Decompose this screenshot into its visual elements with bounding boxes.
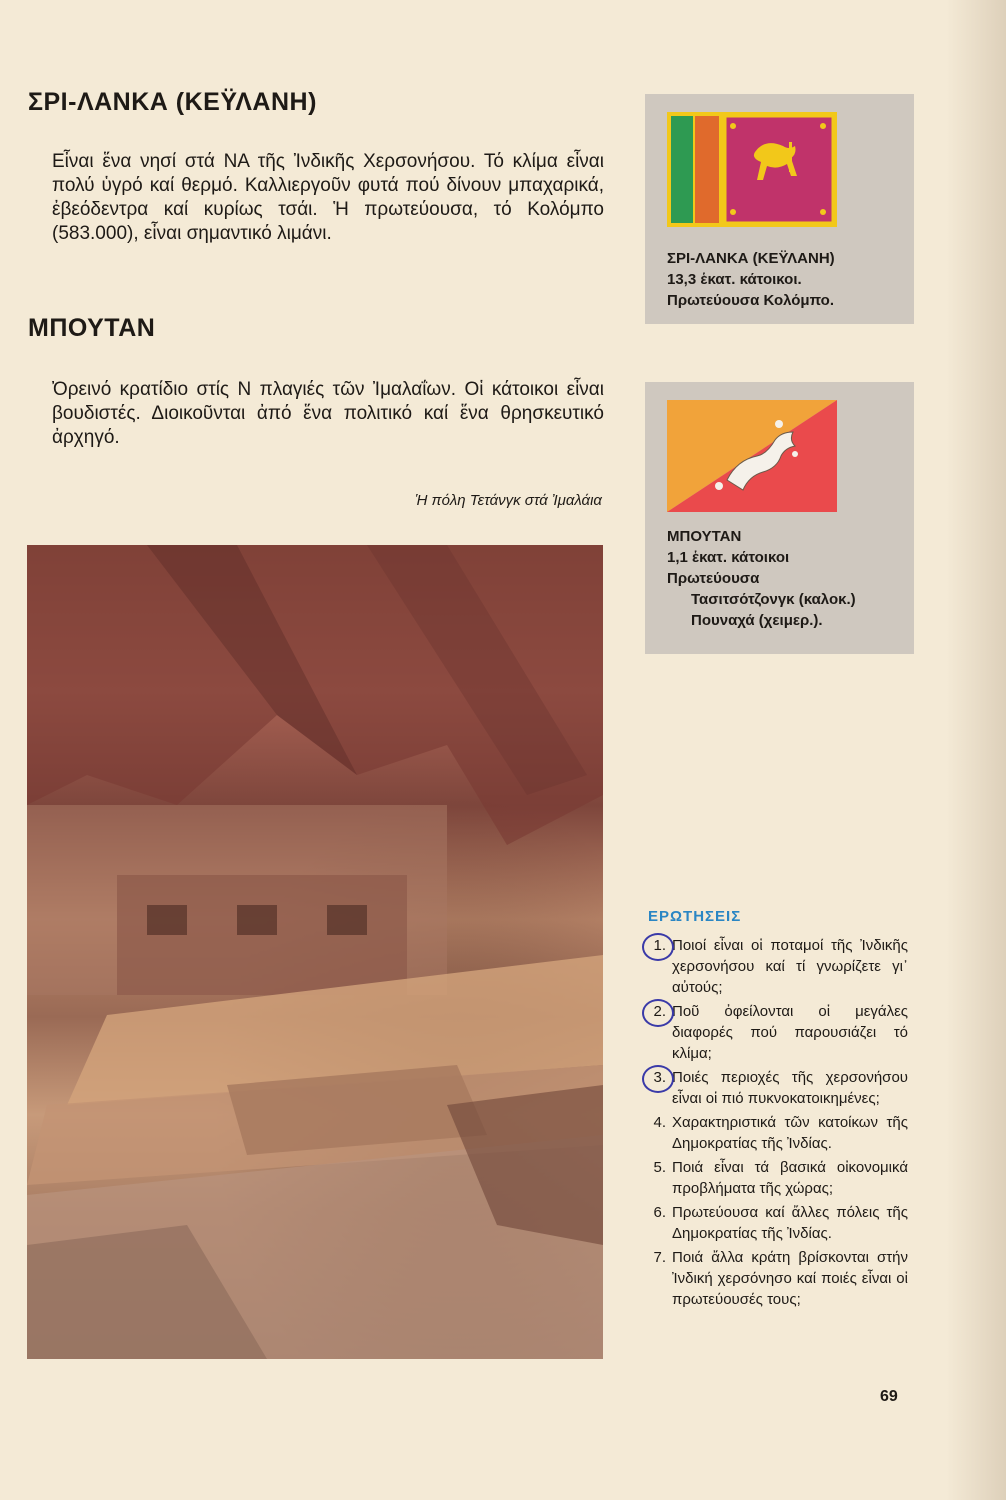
- bhutan-heading: ΜΠΟΥΤΑΝ: [28, 314, 156, 342]
- bhutan-box-name: ΜΠΟΥΤΑΝ: [667, 528, 742, 545]
- sri-lanka-box-name: ΣΡΙ-ΛΑΝΚΑ (ΚΕΫΛΑΝΗ): [667, 250, 835, 267]
- question-text: Ποιά ἄλλα κράτη βρίσκονται στήν Ἰνδική χερσόνησο καί ποιές εἶναι οἱ πρωτεύουσές τους;: [672, 1249, 908, 1308]
- question-number: 3.: [640, 1067, 672, 1109]
- bhutan-paragraph: Ὀρεινό κρατίδιο στίς Ν πλαγιές τῶν Ἰμαλαΐων. Οἱ κάτοικοι εἶναι βουδιστές. Διοικοῦνται ἀπό ἕνα πολιτικό καί ἕνα θρησκευτικό ἀρχηγό.: [52, 379, 604, 448]
- question-number: 5.: [653, 1159, 666, 1176]
- bhutan-box-capital-summer: Τασιτσότζονγκ (καλοκ.): [691, 591, 856, 608]
- tetang-photo: [27, 545, 603, 1359]
- bhutan-box-capital-label: Πρωτεύουσα: [667, 570, 760, 587]
- pen-circle-mark: [642, 933, 674, 961]
- bhutan-box-population: 1,1 ἑκατ. κάτοικοι: [667, 549, 790, 566]
- questions-section: [640, 908, 910, 1313]
- sri-lanka-paragraph: Εἶναι ἕνα νησί στά ΝΑ τῆς Ἰνδικῆς Χερσονήσου. Τό κλίμα εἶναι πολύ ὑγρό καί θερμό. Καλλιεργοῦν φυτά πού δίνουν μπαχαρικά, ἐβεόδεντρα καί κυρίως τσάι. Ἡ πρωτεύουσα, τό Κολόμπο (583.000), εἶναι σημαντικό λιμάνι.: [52, 151, 604, 244]
- question-text: Χαρακτηριστικά τῶν κατοίκων τῆς Δημοκρατίας τῆς Ἰνδίας.: [672, 1114, 908, 1152]
- questions-title: ΕΡΩΤΗΣΕΙΣ: [648, 908, 742, 925]
- question-text: Ποιές περιοχές τῆς χερσονήσου εἶναι οἱ πιό πυκνοκατοικημένες;: [672, 1069, 908, 1107]
- question-item: [640, 1202, 910, 1244]
- pen-circle-mark: [642, 1065, 674, 1093]
- photo-illustration: [27, 545, 603, 1359]
- question-item: [640, 1001, 910, 1064]
- question-text: Ποιά εἶναι τά βασικά οἰκονομικά προβλήματα τῆς χώρας;: [672, 1159, 908, 1197]
- bhutan-info-box: [645, 382, 914, 654]
- question-item: [640, 1247, 910, 1310]
- question-number: 7.: [653, 1249, 666, 1266]
- question-text: Ποῦ ὀφείλονται οἱ μεγάλες διαφορές πού παρουσιάζει τό κλίμα;: [672, 1003, 908, 1062]
- sri-lanka-info-box: [645, 94, 914, 324]
- sri-lanka-box-capital: Πρωτεύουσα Κολόμπο.: [667, 292, 834, 309]
- sri-lanka-box-population: 13,3 ἑκατ. κάτοικοι.: [667, 271, 802, 288]
- sri-lanka-heading: ΣΡΙ-ΛΑΝΚΑ (ΚΕΫΛΑΝΗ): [28, 88, 317, 116]
- question-number: 2.: [640, 1001, 672, 1064]
- question-text: Ποιοί εἶναι οἱ ποταμοί τῆς Ἰνδικῆς χερσονήσου καί τί γνωρίζετε γι᾽ αὐτούς;: [672, 937, 908, 996]
- page-number: 69: [880, 1388, 898, 1405]
- photo-caption: Ἡ πόλη Τετάνγκ στά Ἰμαλάια: [415, 492, 602, 509]
- question-item: [640, 1112, 910, 1154]
- question-item: [640, 1067, 910, 1109]
- question-text: Πρωτεύουσα καί ἄλλες πόλεις τῆς Δημοκρατίας τῆς Ἰνδίας.: [672, 1204, 908, 1242]
- page-edge-shadow: [946, 0, 1006, 1500]
- bhutan-flag: [667, 400, 837, 512]
- bhutan-box-capital-winter: Πουναχά (χειμερ.).: [691, 612, 823, 629]
- question-number: 6.: [653, 1204, 666, 1221]
- question-number: 1.: [640, 935, 672, 998]
- sri-lanka-flag: [667, 112, 837, 227]
- pen-circle-mark: [642, 999, 674, 1027]
- question-item: [640, 935, 910, 998]
- question-item: [640, 1157, 910, 1199]
- question-number: 4.: [653, 1114, 666, 1131]
